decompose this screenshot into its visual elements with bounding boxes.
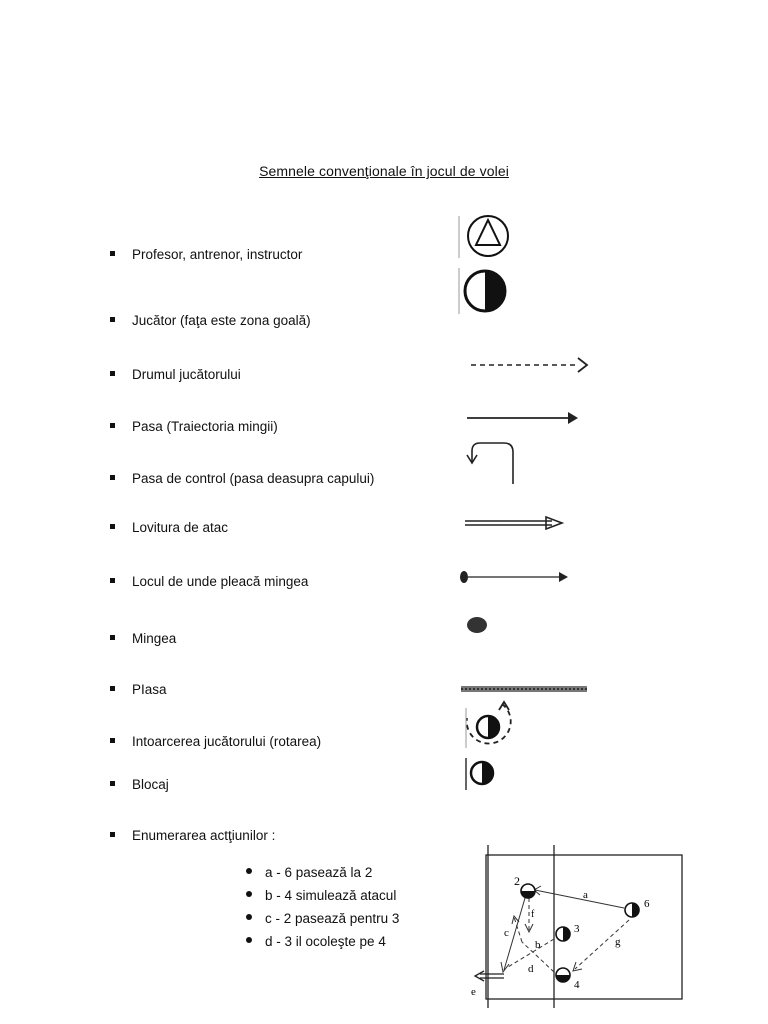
list-item-ball xyxy=(110,630,176,648)
list-item-pass xyxy=(110,418,278,436)
player-3 xyxy=(556,927,570,941)
dot-arrow-icon xyxy=(456,566,576,588)
rotation-icon xyxy=(455,696,525,754)
triangle-in-circle-icon xyxy=(455,212,525,262)
path-label: f xyxy=(531,909,535,920)
net-icon xyxy=(458,682,590,696)
player-label: 2 xyxy=(514,874,520,888)
player-6 xyxy=(625,903,639,917)
action-label: d - 3 il ocoleşte pe 4 xyxy=(265,934,386,949)
dashed-arrow-icon xyxy=(465,354,595,376)
list-item-block xyxy=(110,776,169,794)
item-label: Enumerarea actţiunilor : xyxy=(132,828,276,843)
bullet xyxy=(110,635,115,640)
path-label: g xyxy=(615,936,621,948)
list-item-player-path xyxy=(110,366,241,384)
action-item-a xyxy=(246,864,372,882)
action-label: b - 4 simulează atacul xyxy=(265,888,397,903)
double-arrow-icon xyxy=(460,512,570,534)
bullet xyxy=(110,251,115,256)
bullet-dot xyxy=(246,937,252,943)
path-label: c xyxy=(504,927,509,939)
bullet-dot xyxy=(246,891,252,897)
path-e xyxy=(475,971,504,981)
ball-icon xyxy=(462,612,492,638)
item-label: PIasa xyxy=(132,682,167,697)
action-label: a - 6 pasează la 2 xyxy=(265,865,373,880)
item-label: Jucător (faţa este zona goală) xyxy=(132,313,311,328)
item-label: Mingea xyxy=(132,631,177,646)
path-label: b xyxy=(535,939,541,951)
player-4 xyxy=(556,968,570,982)
bullet xyxy=(110,371,115,376)
list-item-net xyxy=(110,681,167,699)
hook-arrow-icon xyxy=(460,438,525,488)
action-item-b xyxy=(246,887,396,905)
solid-arrow-icon xyxy=(462,407,587,429)
bullet xyxy=(110,738,115,743)
bullet xyxy=(110,423,115,428)
bullet xyxy=(110,524,115,529)
player-label: 3 xyxy=(574,923,580,935)
bullet xyxy=(110,578,115,583)
list-item-instructor xyxy=(110,246,302,264)
action-item-d xyxy=(246,933,386,951)
bullet xyxy=(110,832,115,837)
list-item-rotation xyxy=(110,733,321,751)
path-label: d xyxy=(528,963,534,975)
path-g xyxy=(573,920,629,971)
list-item-player xyxy=(110,312,311,330)
bullet xyxy=(110,781,115,786)
item-label: Lovitura de atac xyxy=(132,520,229,535)
player-label: 6 xyxy=(644,898,650,910)
item-label: Intoarcerea jucătorului (rotarea) xyxy=(132,734,322,749)
bullet xyxy=(110,317,115,322)
path-label: a xyxy=(583,889,588,901)
bullet xyxy=(110,686,115,691)
bullet-dot xyxy=(246,914,252,920)
page-title: Semnele convenţionale în jocul de volei xyxy=(259,163,509,179)
item-label: Drumul jucătorului xyxy=(132,367,241,382)
half-filled-circle-icon xyxy=(455,266,525,318)
list-item-attack xyxy=(110,519,228,537)
block-icon xyxy=(455,756,505,792)
item-label: Pasa (Traiectoria mingii) xyxy=(132,419,278,434)
action-label: c - 2 pasează pentru 3 xyxy=(265,911,400,926)
player-label: 4 xyxy=(574,979,580,991)
court-diagram xyxy=(462,840,692,1010)
item-label: Locul de unde pleacă mingea xyxy=(132,574,309,589)
bullet-dot xyxy=(246,868,252,874)
item-label: Blocaj xyxy=(132,777,169,792)
path-a xyxy=(534,886,624,908)
bullet xyxy=(110,475,115,480)
list-item-actions xyxy=(110,827,275,845)
item-label: Profesor, antrenor, instructor xyxy=(132,247,303,262)
list-item-control-pass xyxy=(110,470,374,488)
player-2 xyxy=(521,884,535,898)
list-item-ball-origin xyxy=(110,573,308,591)
action-item-c xyxy=(246,910,399,928)
path-label: e xyxy=(471,986,476,998)
item-label: Pasa de control (pasa deasupra capului) xyxy=(132,471,375,486)
